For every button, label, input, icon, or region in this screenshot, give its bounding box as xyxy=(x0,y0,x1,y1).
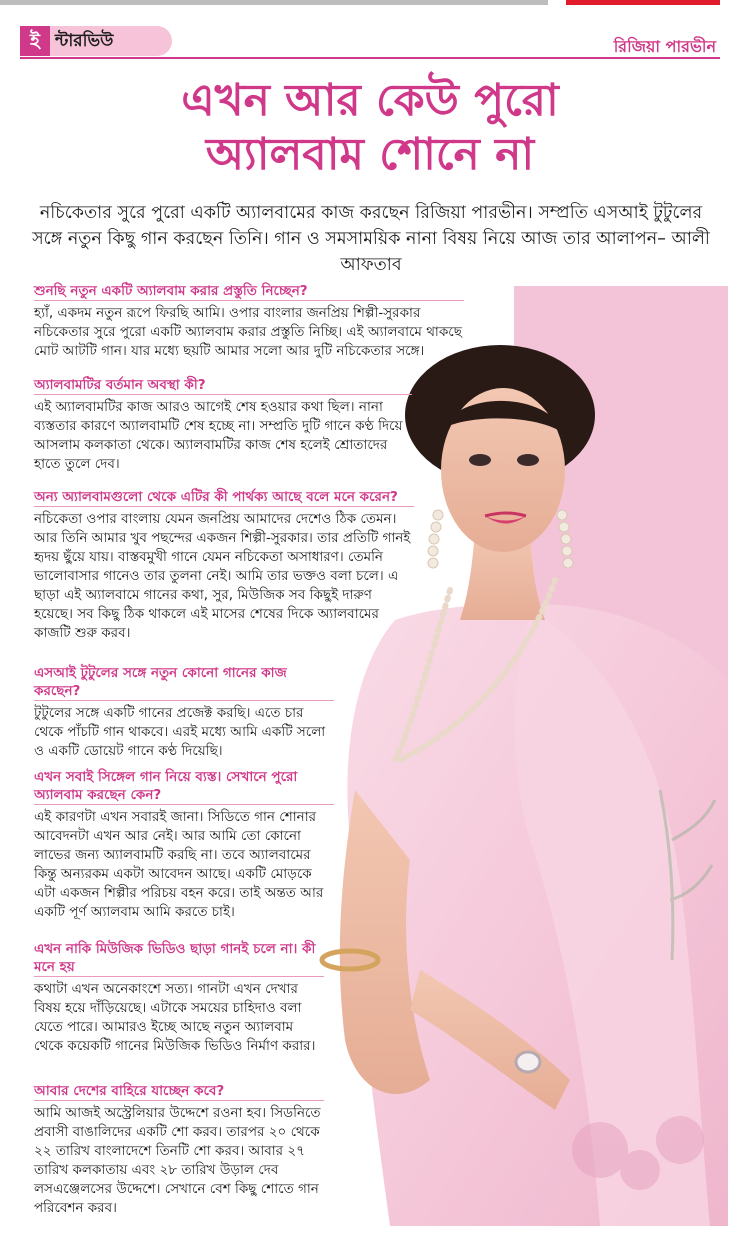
qa-block xyxy=(34,376,412,474)
question-rule xyxy=(34,804,334,805)
question: এসআই টুটুলের সঙ্গে নতুন কোনো গানের কাজ করছেন? xyxy=(34,665,287,699)
answer: আমি আজই অস্ট্রেলিয়ার উদ্দেশে রওনা হব। সিডনিতে প্রবাসী বাঙালিদের একটি শো করব। তারপর ২০ থেকে ২২ তারিখ বাংলাদেশে তিনটি শো করব। আবার ২৭ তারিখ কলকাতায় এবং ২৮ তারিখ উড়াল দেব লসএঞ্জেলসের উদ্দেশে। সেখানে বেশ কিছু শোতে গান পরিবেশন করব। xyxy=(34,1105,321,1216)
answer: নচিকেতা ওপার বাংলায় যেমন জনপ্রিয় আমাদের দেশেও ঠিক তেমন। আর তিনি আমার খুব পছন্দের একজন শিল্পী-সুরকার। তার প্রতিটি গানই হৃদয় ছুঁয়ে যায়। বাস্তবমুখী গানে যেমন নচিকেতা অসাধারণ। তেমনি ভালোবাসার গানেও তার তুলনা নেই। আমি তার ভক্তও বলা চলে। এ ছাড়া এই অ্যালবামে গানের কথা, সুর, মিউজিক সব কিছুই দারুণ হয়েছে। সব কিছু ঠিক থাকলে এই মাসের শেষের দিকে অ্যালবামের কাজটি শুরু করব। xyxy=(34,511,411,641)
top-red-accent xyxy=(566,0,720,5)
answer: হ্যাঁ, একদম নতুন রূপে ফিরছি আমি। ওপার বাংলার জনপ্রিয় শিল্পী-সুরকার নচিকেতার সুরে পুরো একটি অ্যালবাম করার প্রস্তুতি নিচ্ছি। এই অ্যালবামে থাকছে মোট আটটি গান। যার মধ্যে ছয়টি আমার সলো আর দুটি নচিকেতার সঙ্গে। xyxy=(34,305,462,359)
question-rule xyxy=(34,506,414,507)
qa-block xyxy=(34,488,414,643)
question-rule xyxy=(34,700,334,701)
headline-line-1: এখন আর কেউ পুরো xyxy=(181,75,559,126)
header-rule xyxy=(20,57,720,59)
section-initial-badge: ই xyxy=(20,26,50,56)
question-rule xyxy=(34,1100,324,1101)
answer: এই কারণটা এখন সবারই জানা। সিডিতে গান শোনার আবেদনটা এখন আর নেই। আর আমি তো কোনো লাভের জন্য অ্যালবামটি করছি না। তবে অ্যালবামের কিন্তু অন্যরকম একটা আবেদন আছে। একটি মোড়কে এটা একজন শিল্পীর পরিচয় বহন করে। তাই অন্তত আর একটি পূর্ণ অ্যালবাম আমি করতে চাই। xyxy=(34,809,324,920)
question: শুনছি নতুন একটি অ্যালবাম করার প্রস্তুতি নিচ্ছেন? xyxy=(34,283,308,299)
qa-block xyxy=(34,940,324,1056)
headline-line-2: অ্যালবাম শোনে না xyxy=(205,129,535,180)
answer: এই অ্যালবামটির কাজ আরও আগেই শেষ হওয়ার কথা ছিল। নানা ব্যস্ততার কারণে অ্যালবামটি শেষ হচ্ছে না। সম্প্রতি দুটি গানে কণ্ঠ দিয়ে আসলাম কলকাতা থেকে। অ্যালবামটির কাজ শেষ হলেই শ্রোতাদের হাতে তুলে দেব। xyxy=(34,399,403,472)
section-name: ন্টারভিউ xyxy=(55,31,114,51)
question: এখন নাকি মিউজিক ভিডিও ছাড়া গানই চলে না। কী মনে হয় xyxy=(34,941,316,975)
question: এখন সবাই সিঙ্গেল গান নিয়ে ব্যস্ত। সেখানে পুরো অ্যালবাম করছেন কেন? xyxy=(34,769,298,803)
question-rule xyxy=(34,300,464,301)
question-rule xyxy=(34,976,324,977)
section-label xyxy=(20,26,172,56)
headline xyxy=(20,74,720,182)
question: অ্যালবামটির বর্তমান অবস্থা কী? xyxy=(34,377,206,393)
answer: টুটুলের সঙ্গে একটি গানের প্রজেক্ট করছি। এতে চার থেকে পাঁচটি গান থাকবে। এরই মধ্যে আমি একটি সলো ও একটি ডোয়েট গানে কণ্ঠ দিয়েছি। xyxy=(34,705,326,759)
qa-block xyxy=(34,1082,324,1218)
answer: কথাটা এখন অনেকাংশে সত্য। গানটা এখন দেখার বিষয় হয়ে দাঁড়িয়েছে। এটাকে সময়ের চাহিদাও বলা যেতে পারে। আমারও ইচ্ছে আছে নতুন অ্যালবাম থেকে কয়েকটি গানের মিউজিক ভিডিও নির্মাণ করার। xyxy=(34,981,316,1054)
intro-paragraph: নচিকেতার সুরে পুরো একটি অ্যালবামের কাজ করছেন রিজিয়া পারভীন। সম্প্রতি এসআই টুটুলের সঙ্গে নতুন কিছু গান করছেন তিনি। গান ও সমসাময়িক নানা বিষয় নিয়ে আজ তার আলাপন– আলী আফতাব xyxy=(32,203,710,275)
top-gray-rule xyxy=(0,0,548,5)
question-rule xyxy=(34,394,412,395)
byline: রিজিয়া পারভীন xyxy=(613,37,716,56)
question: অন্য অ্যালবামগুলো থেকে এটির কী পার্থক্য আছে বলে মনে করেন? xyxy=(34,489,398,505)
qa-block xyxy=(34,768,334,922)
qa-block xyxy=(34,664,334,761)
question: আবার দেশের বাহিরে যাচ্ছেন কবে? xyxy=(34,1083,225,1099)
qa-block xyxy=(34,282,464,361)
